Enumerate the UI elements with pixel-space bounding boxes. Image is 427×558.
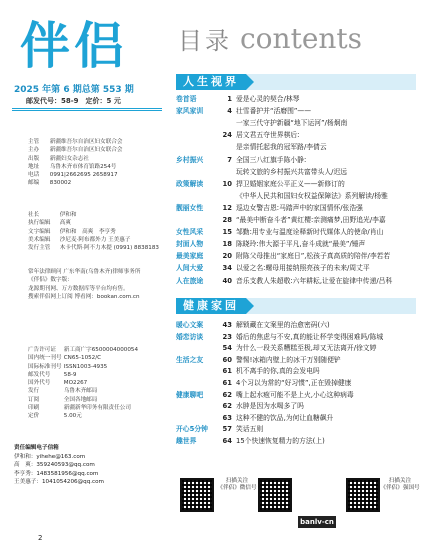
page-number: 2 (38, 534, 43, 542)
toc-entry[interactable] (176, 191, 420, 202)
toc-page-number: 4 (227, 107, 232, 116)
toc-entry[interactable] (176, 203, 420, 214)
toc-column-name: 趣世界 (176, 437, 197, 445)
legal-row: 龙源期刊网、万方数据库等平台均有售。 (28, 285, 129, 292)
toc-article-title: 壮雪番护并“活磨围”—— (236, 107, 312, 116)
section-label-healthy-home: 健康家园 (176, 298, 246, 314)
toc-column-name: 卷首语 (176, 95, 197, 103)
toc-entry[interactable] (176, 227, 420, 238)
legal-block (28, 268, 168, 301)
toc-entry[interactable] (176, 366, 420, 377)
toc-entry[interactable] (176, 179, 420, 190)
toc-page-number: 54 (222, 344, 232, 353)
toc-entry[interactable] (176, 401, 420, 412)
toc-page-number: 18 (222, 240, 232, 249)
toc-article-title: 音乐支教人朱超敬:六年耕耘,让爱在旋律中传递/吕科 (236, 276, 393, 285)
legal-row: 《伴侣》数字版： (28, 277, 73, 284)
toc-article-title: “最美中断奋斗者”黄红樱:亲测痛梦,田野追光/李嘉 (236, 216, 386, 224)
toc-column-name: 女性风采 (176, 228, 204, 237)
wechat-qr-code[interactable] (180, 478, 214, 512)
toc-page-number: 23 (222, 332, 232, 341)
reg-row: 印刷 新疆新华印务有限责任公司 (28, 405, 131, 412)
toc-article-title: 警惕!冰箱内壁上的冰干万别随便铲 (236, 355, 341, 364)
toc-entry[interactable] (176, 130, 420, 141)
toc-entry[interactable] (176, 167, 420, 178)
toc-entry[interactable] (176, 378, 420, 389)
toc-column-name: 暖心文案 (176, 321, 204, 329)
issue-line: 2025 年第 6 期总第 553 期 (14, 85, 134, 95)
toc-column-name: 生活之友 (176, 355, 204, 364)
toc-article-title: 4个习以为常的“好习惯”,正在毁掉健康 (236, 379, 352, 387)
toc-entry[interactable] (176, 424, 420, 435)
staff-row: 社长 伊和和 (28, 212, 77, 218)
staff-row: 美术编辑 沙尼麦·阿布都外力 王美惠子 (28, 236, 131, 243)
toc-column-name: 最美家庭 (176, 252, 204, 261)
toc-column-name: 乡村振兴 (176, 155, 204, 164)
toc-article-title: 嘴上起水疱可能不是上火,小心这种病毒 (236, 390, 354, 399)
toc-column-name: 靓丽女性 (176, 203, 204, 212)
divider (12, 110, 162, 111)
toc-column-name: 家风家训 (176, 107, 204, 116)
info-row: 主管 新疆维吾尔自治区妇女联合会 (28, 139, 123, 145)
toc-page-number: 7 (227, 155, 232, 164)
toc-column-name: 健康聊吧 (176, 390, 204, 399)
toc-page-number: 57 (222, 425, 232, 434)
toc-page-number: 62 (222, 390, 232, 399)
toc-article-title: 是亲情托起我的冠军路/李倩云 (236, 143, 327, 152)
toc-page-number: 40 (222, 276, 232, 285)
toc-page-number: 28 (222, 216, 232, 224)
toc-column-name: 人在旅途 (176, 276, 204, 285)
toc-page-number: 1 (227, 95, 232, 103)
postal-code-price: 邮发代号：58-9 定价：5 元 (26, 97, 121, 105)
contact-email[interactable]: 王美惠子：1041054206@qq.com (14, 479, 104, 485)
reg-row: 定价 5.00元 (28, 413, 82, 420)
editor-contacts (14, 444, 164, 487)
toc-page-number: 20 (222, 252, 232, 261)
toc-article-title: 为什么一段关系糟糕至极,却又无法离开/徐文婷 (236, 344, 377, 353)
divider (12, 108, 162, 109)
toc-page-number: 62 (222, 402, 232, 411)
publisher-block (28, 138, 168, 188)
toc-entry[interactable] (176, 118, 420, 129)
toc-entry[interactable] (176, 142, 420, 153)
toc-article-title: 玩转文旅的乡村振兴共富带头人/迟远 (236, 167, 348, 176)
toc-title: 目录 (178, 27, 232, 55)
toc-entry[interactable] (176, 332, 420, 343)
legal-row[interactable]: 搜索伴侣网上订阅 博看网：bookan.com.cn (28, 293, 140, 300)
toc-entry[interactable] (176, 390, 420, 401)
toc-article-title: 以爱之名:螺母用接纳照亮孩子的未来/周丈平 (236, 264, 370, 273)
toc-page-number: 63 (222, 413, 232, 422)
toc-entry[interactable] (176, 106, 420, 117)
reg-row: 发行 乌鲁木齐邮局 (28, 388, 98, 395)
xuexi-qr-code[interactable] (346, 478, 380, 512)
toc-entry[interactable] (176, 155, 420, 166)
toc-article-title: 一家三代守护新疆“地下运河”/杨炯南 (236, 119, 348, 128)
registration-block (28, 346, 168, 421)
toc-article-title: 婚后的焦虑与不安,真的能让杯学变得困难吗/陈城 (236, 332, 384, 341)
toc-article-title: 机不离手的你,真的会发电吗 (236, 367, 320, 376)
staff-block (28, 211, 168, 252)
info-row: 邮编 830002 (28, 180, 72, 187)
toc-article-title: 15个快速恢复精力的方法(上) (236, 437, 325, 445)
toc-column-name: 开心5分钟 (176, 425, 208, 434)
toc-page-number: 10 (222, 179, 232, 188)
section-label-life-view: 人生视界 (176, 74, 246, 90)
staff-row: 文字编辑 伊和和 高爽 李亨秀 (28, 228, 116, 235)
toc-page-number: 34 (222, 264, 232, 273)
toc-page-number: 61 (222, 379, 232, 387)
toc-page-number: 61 (222, 367, 232, 376)
staff-row: 发行主管 木卡代斯·阿不力木提 (0991) 8838183 (28, 245, 159, 252)
reg-row: 订阅 全国各地邮局 (28, 396, 98, 403)
toc-entry[interactable] (176, 413, 420, 424)
reg-row: 广告许可证 新工商广字6500004000054 (28, 347, 139, 353)
contacts-title: 责任编辑电子信箱 (14, 445, 59, 451)
toc-article-title: 这种不健的饮品,为何让血糖飙升 (236, 413, 334, 422)
toc-article-title: 解锁藏在文案里的治愈密码(六) (236, 321, 330, 329)
reg-row: 国内统一刊号 CN65-1052/C (28, 355, 102, 362)
info-row: 出版 新疆妇女杂志社 (28, 155, 89, 162)
toc-article-title: 捍卫婚姻家庭公平正义——新修订的 (236, 179, 345, 188)
toc-entry[interactable] (176, 251, 420, 262)
qr-caption: 扫描关注 《伴侣》微信号 (217, 478, 257, 491)
reg-row: 国际标准刊号 ISSN1003-4935 (28, 363, 108, 370)
wechat-qr-code-alt[interactable] (258, 478, 292, 512)
toc-page-number: 12 (222, 203, 232, 212)
toc-entry[interactable] (176, 436, 420, 447)
banlv-badge: banlv-cn (298, 516, 336, 528)
toc-entry[interactable] (176, 355, 420, 366)
toc-entry[interactable] (176, 215, 420, 226)
toc-subtitle: contents (240, 22, 363, 55)
staff-row: 执行编辑 高爽 (28, 220, 71, 227)
toc-entry[interactable] (176, 320, 420, 331)
info-row: 主办 新疆维吾尔自治区妇女联合会 (28, 147, 123, 154)
toc-entry[interactable] (176, 263, 420, 274)
contact-email[interactable]: 高 爽：359240593@qq.com (14, 462, 95, 468)
reg-row: 国外代号 MO2267 (28, 380, 88, 387)
toc-article-title: 《中华人民共和国妇女权益保障法》系列解读/杨雅 (236, 191, 388, 200)
toc-article-title: 陈晓玲:伟大源于平凡,奋斗成就“最美”/锤声 (236, 240, 366, 249)
toc-article-title: 居文君五夺世界棋后: (236, 131, 300, 140)
qr-caption: 扫描关注 《伴侣》强国号 (380, 478, 420, 491)
toc-article-title: 爱是心灵的契合/林琴 (236, 95, 300, 103)
toc-article-title: 附陈父母推出“家庭日”,松孩子真高质的陪伴/李若若 (236, 252, 391, 261)
contact-email[interactable]: 李亨秀：1483581956@qq.com (14, 470, 99, 477)
toc-article-title: 全国三八红旗手陈小静: (236, 155, 307, 164)
toc-page-number: 64 (222, 437, 232, 445)
toc-entry[interactable] (176, 239, 420, 250)
toc-entry[interactable] (176, 94, 420, 105)
toc-column-name: 婚恋访谈 (176, 332, 204, 341)
reg-row: 邮发代号 58-9 (28, 371, 77, 378)
info-row: 电话 0991|2662695 2658917 (28, 172, 118, 179)
magazine-logo: 伴侣 (20, 17, 128, 75)
toc-article-title: 巡边女警吉恩:马踏声中的家国情怀/张浩强 (236, 203, 363, 212)
toc-column-name: 封面人物 (176, 240, 204, 249)
toc-entry[interactable] (176, 276, 420, 287)
toc-column-name: 政策解读 (176, 179, 204, 188)
legal-row: 常年法律顾问 广东华南(乌鲁木齐)律师事务所 (28, 269, 141, 275)
toc-column-name: 人间大爱 (176, 264, 204, 273)
contact-email[interactable]: 伊和和：yihehe@163.com (14, 453, 86, 460)
toc-page-number: 15 (222, 228, 232, 237)
toc-page-number: 60 (222, 355, 232, 364)
toc-article-title: 邹勤:用专业与温度诠释新时代媒体人的使命/肖山 (236, 228, 384, 237)
toc-page-number: 24 (222, 131, 232, 140)
toc-article-title: 水肿是因为水喝多了吗 (236, 402, 304, 411)
toc-page-number: 43 (222, 321, 232, 329)
toc-entry[interactable] (176, 343, 420, 354)
info-row: 地址 乌鲁木齐市体育馆路254号 (28, 163, 117, 170)
toc-article-title: 笑话五则 (236, 425, 264, 434)
